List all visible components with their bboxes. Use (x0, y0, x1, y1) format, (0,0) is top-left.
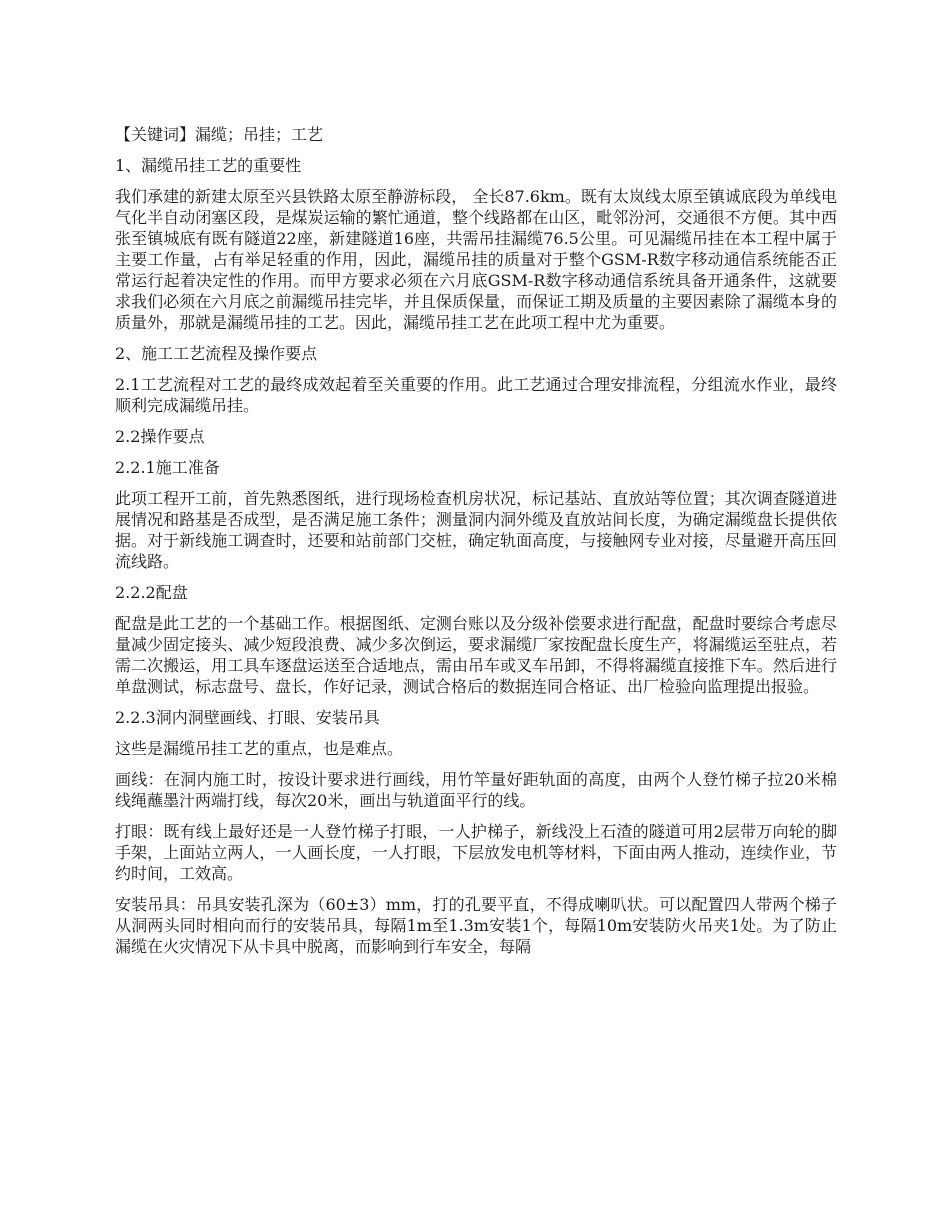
keywords: 【关键词】漏缆；吊挂；工艺 (115, 125, 324, 144)
section-2-2-2-title: 2.2.2配盘 (115, 583, 188, 602)
section-2-2-1-title: 2.2.1施工准备 (115, 458, 220, 477)
section-2-2-3-title: 2.2.3洞内洞壁画线、打眼、安装吊具 (115, 708, 380, 727)
section-2-2-3-intro: 这些是漏缆吊挂工艺的重点，也是难点。 (115, 739, 404, 758)
section-1-body: 我们承建的新建太原至兴县铁路太原至静游标段， 全长87.6km。既有太岚线太原至镇诚底段为单线电气化半自动闭塞区段，是煤炭运输的繁忙通道，整个线路都在山区，毗邻汾河，交通很不方便。其中西张至镇城底有既有隧道22座，新建隧道16座，共需吊挂漏缆76.5公里。可见漏缆吊挂在本工程中属于主要工作量，占有举足轻重的作用，因此，漏缆吊挂的质量对于整个GSM-R数字移动通信系统能否正常运行起着决定性的作用。而甲方要求必须在六月底GSM-R数字移动通信系统具备开通条件，这就要求我们必须在六月底之前漏缆吊挂完毕，并且保质保量，而保证工期及质量的主要因素除了漏缆本身的质量外，那就是漏缆吊挂的工艺。因此，漏缆吊挂工艺在此项工程中尤为重要。 (115, 187, 837, 332)
section-2-2-3-install: 安装吊具：吊具安装孔深为（60±3）mm，打的孔要平直，不得成喇叭状。可以配置四人带两个梯子从洞两头同时相向而行的安装吊具，每隔1m至1.3m安装1个，每隔10m安装防火吊夹1处。为了防止漏缆在火灾情况下从卡具中脱离，而影响到行车安全，每隔 (115, 895, 837, 956)
section-2-2-3-drawline: 画线：在洞内施工时，按设计要求进行画线，用竹竿量好距轨面的高度，由两个人登竹梯子拉20米棉线绳蘸墨汁两端打线，每次20米，画出与轨道面平行的线。 (115, 770, 837, 810)
section-2-2-1-body: 此项工程开工前，首先熟悉图纸，进行现场检查机房状况，标记基站、直放站等位置；其次调查隧道进展情况和路基是否成型，是否满足施工条件；测量洞内洞外缆及直放站间长度，为确定漏缆盘长提供依据。对于新线施工调查时，还要和站前部门交桩，确定轨面高度，与接触网专业对接，尽量避开高压回流线路。 (115, 489, 837, 571)
section-2-1-body: 2.1工艺流程对工艺的最终成效起着至关重要的作用。此工艺通过合理安排流程，分组流水作业，最终顺利完成漏缆吊挂。 (115, 375, 837, 415)
section-2-2-title: 2.2操作要点 (115, 427, 205, 446)
section-2-2-2-body: 配盘是此工艺的一个基础工作。根据图纸、定测台账以及分级补偿要求进行配盘，配盘时要综合考虑尽量减少固定接头、减少短段浪费、减少多次倒运，要求漏缆厂家按配盘长度生产，将漏缆运至驻点，若需二次搬运，用工具车逐盘运送至合适地点，需由吊车或叉车吊卸，不得将漏缆直接推下车。然后进行单盘测试，标志盘号、盘长，作好记录，测试合格后的数据连同合格证、出厂检验向监理提出报验。 (115, 614, 837, 696)
section-1-title: 1、漏缆吊挂工艺的重要性 (115, 156, 302, 175)
section-2-title: 2、施工工艺流程及操作要点 (115, 344, 318, 363)
section-2-2-3-drill: 打眼：既有线上最好还是一人登竹梯子打眼，一人护梯子，新线没上石渣的隧道可用2层带万向轮的脚手架，上面站立两人，一人画长度，一人打眼，下层放发电机等材料，下面由两人推动，连续作业，节约时间，工效高。 (115, 822, 837, 883)
document-page (115, 124, 837, 967)
